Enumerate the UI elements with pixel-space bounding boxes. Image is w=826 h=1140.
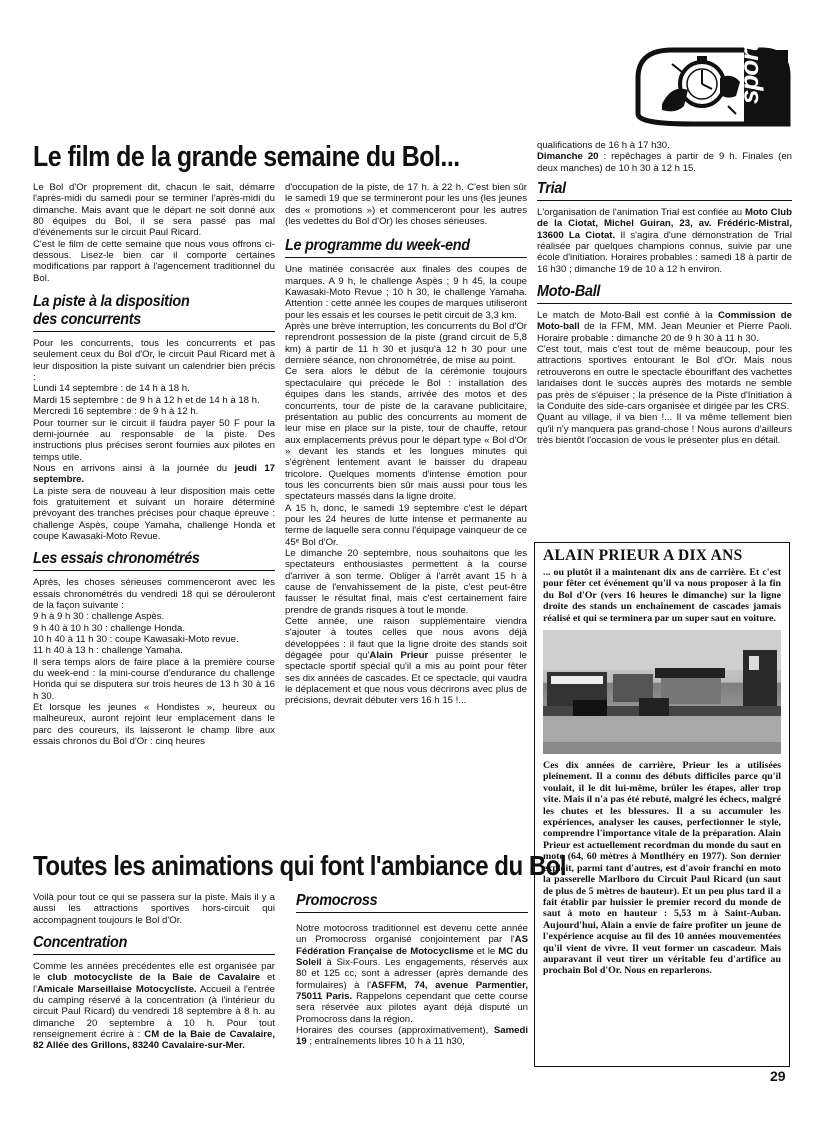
paragraph: 9 h à 9 h 30 : challenge Aspès. — [33, 611, 165, 623]
paragraph: La piste sera de nouveau à leur disposition mais cette fois gratuitement et suivant un horaire déterminé prévoyant des tranches précises pour chaque épreuve : challenge Aspès, coupe Yamaha, challenge Honda et coupe Kawasaki-Moto Revue. — [33, 485, 275, 542]
paragraph: Dimanche 20 : repêchages à partir de 9 h. Finales (en deux manches) de 10 h 30 à 12 h 15. — [537, 151, 792, 174]
intro-paragraph: Le Bol d'Or proprement dit, chacun le sait, démarre l'après-midi du samedi pour se terminer l'après-midi du dimanche. Mais avant que le départ ne soit donné aux 80 équipes du Bol, il se sera passé pas mal d'événements sur le circuit Paul Ricard. — [33, 182, 275, 239]
sidebar-box — [534, 542, 790, 1067]
sport-logo — [632, 44, 794, 130]
paragraph: Cette année, une raison supplémentaire viendra s'ajouter à toutes celles que nous avons déjà développées : il faut que la ligne droite des stands soit dégagée pour qu'Alain Prieur puisse présenter le spectacle sportif spécial qu'il a mis au point pour fêter ses dix années de cascades. Et ce spectacle, qui vaudra le déplacement et que nous vous décrirons avec plus de précisions, devrait débuter vers 16 h 15 !... — [285, 616, 527, 707]
paragraph: 10 h 40 à 11 h 30 : coupe Kawasaki-Moto revue. — [33, 634, 239, 645]
paragraph: Ce sera alors le début de la cérémonie toujours spectaculaire qui précède le Bol : installation des équipes dans les stands, arrivée des motos et des concurrents, tour de piste de la caravane publicitaire, présentation au public des concurrents au moment de leur mise en place sur la piste, tour de chauffe, retour aux emplacements prévus pour le départ type « Bol d'Or » devant les stands et les longues minutes qui s'égrènent lentement avant le baisser du drapeau tricolore. Quelques moments d'intense émotion pour tous les concurrents bien sûr mais aussi pour tous les spectateurs massés dans la ligne droite. — [285, 366, 527, 503]
section-heading: Moto-Ball — [537, 283, 601, 301]
section-heading: Trial — [537, 180, 566, 198]
page-number: 29 — [770, 1068, 786, 1084]
logo-word: sport — [734, 44, 764, 104]
section-heading: des concurrents — [33, 311, 141, 329]
paragraph: Lundi 14 septembre : de 14 h à 18 h. — [33, 383, 190, 395]
section-heading: Concentration — [33, 934, 128, 952]
paragraph: 11 h 40 à 13 h : challenge Yamaha. — [33, 645, 183, 657]
paragraph: Le dimanche 20 septembre, nous souhaitons que les spectateurs enthousiastes permettent à la course d'arriver à son terme. Obliger à l'arrêt avant 15 h à cause de l'envahissement de la piste, c'est peut-être fausser le résultat final, mais c'est certainement faire prendre de grands risques à tout le monde. — [285, 547, 527, 616]
paragraph: Voilà pour tout ce qui se passera sur la piste. Mais il y a aussi les attractions sportives hors-circuit qui accompagnent toujours le Bol d'Or. — [33, 892, 275, 926]
section-heading: La piste à la disposition — [33, 293, 190, 311]
paragraph: d'occupation de la piste, de 17 h. à 22 h. C'est bien sûr le samedi 19 que se termineront pour les uns (les jeunes des « promotions ») et commenceront pour les autres (les vedettes du Bol d'Or) les choses sérieuses. — [285, 182, 527, 228]
section-heading: Le programme du week-end — [285, 237, 470, 255]
box-body: Ces dix années de carrière, Prieur les a utilisées pleinement. Il a connu des débuts difficiles parce qu'il voulait, il le dit lui-même, brûler les étapes, aller trop vite. Mais il n'a pas été rebuté, malgré les échecs, malgré les chutes et les blessures. Il a su accumuler les expériences, analyser les causes, perfectionner le style, comprendre l'importance vitale de la préparation. Alain Prieur est actuellement recordman du monde du saut en moto (64, 60 mètres à Montlhéry en 1977). Son dernier exploit, parmi tant d'autres, est d'avoir franchi en moto la passerelle Marlboro du Circuit Paul Ricard (un saut de plus de 5 mètres de hauteur). Et un peu plus tard il a fait établir par huissier le premier record du monde de saut à moto en hauteur : 5,53 m à Saint-Auban. Aujourd'hui, Alain a envie de faire profiter un jeune de l'expérience acquise au fil des 10 années mouvementées qu'il vient de vivre. Il veut former un cascadeur. Mais auparavant il veut tirer un véritable feu d'artifice au prochain Bol d'Or. Nous en reparlerons. — [543, 760, 781, 977]
paragraph: Quant au village, il va bien !... Il va même tellement bien qu'il n'y manquera pas grand-chose ! Nous aurons d'ailleurs très bientôt l'occasion de vous le présenter plus en détail. — [537, 412, 792, 446]
paragraph: Mercredi 16 septembre : de 9 h à 12 h. — [33, 406, 199, 418]
article-title: Toutes les animations qui font l'ambiance du Bol — [33, 850, 567, 881]
box-title: ALAIN PRIEUR A DIX ANS — [543, 547, 743, 564]
paragraph: C'est tout, mais c'est tout de même beaucoup, pour les attractions sportives entourant le Bol d'Or. Mais nous retrouverons en outre le spectacle ébouriffant des vachettes landaises dont le succès auprès des motards ne semble pas près de s'épuiser ; la présence de la Piste d'Initiation à la Conduite des side-cars organisée et dirigée par les CRS. — [537, 344, 792, 412]
paragraph: Une matinée consacrée aux finales des coupes de marques. A 9 h, le challenge Aspès ; 9 h 45, la coupe Kawasaki-Moto Revue ; 10 h 30, le challenge Yamaha. Attention : cette année les coupes de marques utiliseront pour les essais et les courses le petit circuit de 3,3 km. — [285, 264, 527, 321]
paragraph: Pour tourner sur le circuit il faudra payer 50 F pour la demi-journée au responsable de la piste. Des instructions plus précises seront fournies aux pilotes en temps utile. — [33, 417, 275, 463]
paragraph: Il sera temps alors de faire place à la première course du week-end : la mini-course d'endurance du challenge Honda qui se disputera sur trois heures de 13 h 30 à 16 h 30. — [33, 656, 275, 702]
paragraph: Le match de Moto-Ball est confié à la Commission de Moto-ball de la FFM, MM. Jean Meunier et Pierre Paoli. Horaire probable : dimanche 20 de 9 h 30 à 11 h 30. — [537, 310, 792, 344]
paragraph: Horaires des courses (approximativement), Samedi 19 ; entraînements libres 10 h à 11 h30, — [296, 1025, 528, 1048]
section-heading: Les essais chronométrés — [33, 550, 200, 568]
paragraph: L'organisation de l'animation Trial est confiée au Moto Club de la Ciotat, Michel Guiran, 23, av. Frédéric-Mistral, 13600 La Ciotat. Il s'agira d'une démonstration de Trial réalisée par quelques champions connus, suivie par une école d'initiation. Horaires probables : samedi 18 à partir de 16 h30 ; dimanche 19 de 10 à 12 h environ. — [537, 207, 792, 275]
stopwatch-icon — [632, 44, 794, 130]
paragraph: qualifications de 16 h à 17 h30. — [537, 140, 670, 151]
paragraph: Notre motocross traditionnel est devenu cette année un Promocross organisé conjointement par l'AS Fédération Française de Motocyclisme et le MC du Soleil à Six-Fours. Les engagements, réservés aux 80 et 125 cc, sont à adresser (après demande des formulaires) à l'ASFFM, 74, avenue Parmentier, 75011 Paris. Rappelons cependant que cette course sera réservée aux pilotes ayant déjà disputé un Promocross dans la région. — [296, 923, 528, 1025]
paragraph: Pour les concurrents, tous les concurrents et pas seulement ceux du Bol d'Or, le circuit Paul Ricard met à leur disposition la piste suivant un calendrier bien précis : — [33, 338, 275, 384]
paragraph: Comme les années précédentes elle est organisée par le club motocycliste de la Baie de Cavalaire et l'Amicale Marseillaise Motocycliste. Accueil à l'entrée du camping réservé à la concentration (à l'intérieur du circuit Paul Ricard) du vendredi 18 septembre à 8 h. au dimanche 20 septembre à 10 h. Pour tout renseignement écrire à : CM de la Baie de Cavalaire, 82 Allée des Grillons, 83240 Cavalaire-sur-Mer. — [33, 961, 275, 1052]
paragraph: Nous en arrivons ainsi à la journée du jeudi 17 septembre. — [33, 462, 275, 486]
photo — [543, 630, 781, 754]
paragraph: Après une brève interruption, les concurrents du Bol d'Or reprendront possession de la piste (grand circuit de 5,8 km) à partir de 11 h 30 et jusqu'à 12 h 30 pour une dernière séance, non chronométrée, de mise au point. — [285, 321, 527, 367]
article-title: Le film de la grande semaine du Bol... — [33, 141, 460, 173]
paragraph: Après, les choses sérieuses commenceront avec les essais chronométrés du vendredi 18 qui se dérouleront de la façon suivante : — [33, 577, 275, 611]
box-lead: ... ou plutôt il a maintenant dix ans de carrière. Et c'est pour fêter cet événement qu'il va nous proposer à la fin du Bol d'Or (vers 16 heures le dimanche) sur la ligne droite des stands un enchaînement de cascades jamais réalisé et qui se terminera par un super saut en voiture. — [543, 567, 781, 624]
paragraph: 9 h 40 à 10 h 30 : challenge Honda. — [33, 622, 186, 634]
section-heading: Promocross — [296, 892, 378, 909]
paragraph: Mardi 15 septembre : de 9 h à 12 h et de 14 h à 18 h. — [33, 394, 260, 406]
paragraph: Et lorsque les jeunes « Hondistes », heureux ou malheureux, auront rejoint leur emplacement dans le parc des coureurs, ils laisseront le champ libre aux essais chronos du Bol d'Or : cinq heures — [33, 702, 275, 748]
intro-paragraph: C'est le film de cette semaine que nous vous offrons ci-dessous. Lisez-le bien car il comporte certaines modifications par rapport à l'agencement traditionnel du Bol. — [33, 238, 275, 284]
paragraph: A 15 h, donc, le samedi 19 septembre c'est le départ pour les 24 heures de lutte intense et permanente au terme de laquelle sera connu l'équipage vainqueur de ce 45ᵉ Bol d'Or. — [285, 502, 527, 548]
